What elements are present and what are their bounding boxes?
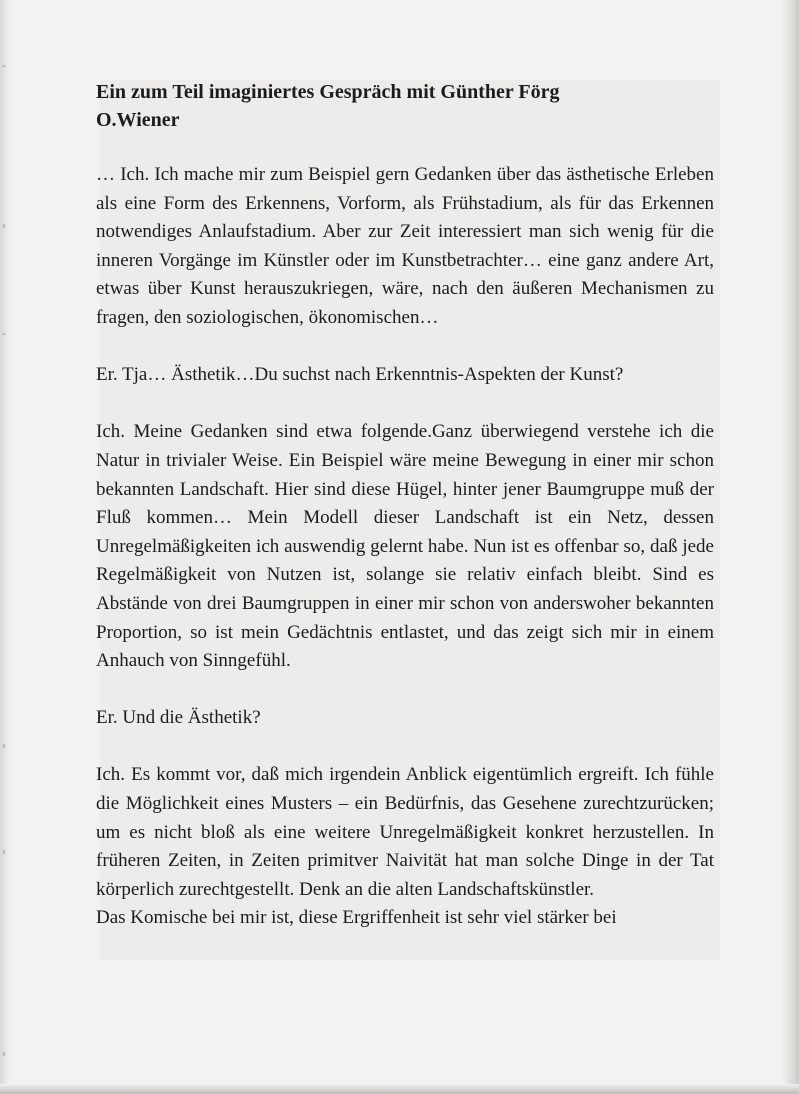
document-author: O.Wiener <box>96 109 180 131</box>
paragraph: Ich. Es kommt vor, daß mich irgendein Anblick eigentümlich ergreift. Ich fühle die Möglichkeit eines Musters – ein Bedürfnis, das Gesehene zurechtzurücken; um es nicht bloß als eine weitere Unregelmäßigkeit konkret herzustellen. In früheren Zeiten, in Zeiten primitver Naivität hat man solche Dinge in der Tat körperlich zurechtgestellt. Denk an die alten Landschaftskünstler. <box>96 764 714 900</box>
paragraph: Das Komische bei mir ist, diese Ergriffenheit ist sehr viel stärker bei <box>96 907 617 929</box>
paragraph: … Ich. Ich mache mir zum Beispiel gern Gedanken über das ästhetische Erleben als eine Form des Erkennens, Vorform, als Frühstadium, als für das Erkennen notwendiges Anlaufstadium. Aber zur Zeit interessiert man sich wenig für die inneren Vorgänge im Künstler oder im Kunstbetrachter… eine ganz andere Art, etwas über Kunst herauszukriegen, wäre, nach den äußeren Mechanismen zu fragen, den soziologischen, ökonomischen… <box>96 164 714 328</box>
binding-mark: › <box>2 741 6 752</box>
binding-mark: › <box>2 221 6 232</box>
paragraph: Er. Und die Ästhetik? <box>96 707 261 729</box>
bottom-page-edge <box>0 1084 799 1094</box>
paragraph: Ich. Meine Gedanken sind etwa folgende.Ganz überwiegend verstehe ich die Natur in trivialer Weise. Ein Beispiel wäre meine Bewegung in einer mir schon bekannten Landschaft. Hier sind diese Hügel, hinter jener Baumgruppe muß der Fluß kommen… Mein Modell dieser Landschaft ist ein Netz, dessen Unregelmäßigkeiten ich auswendig gelernt habe. Nun ist es offenbar so, daß jede Regelmäßigkeit von Nutzen ist, solange sie relativ einfach bleibt. Sind es Abstände von drei Baumgruppen in einer mir schon von anderswoher bekannten Proportion, so ist mein Gedächtnis entlastet, und das zeigt sich mir in einem Anhauch von Sinngefühl. <box>96 421 714 672</box>
paragraph: Er. Tja… Ästhetik…Du suchst nach Erkenntnis-Aspekten der Kunst? <box>96 364 624 386</box>
document-title: Ein zum Teil imaginiertes Gespräch mit Günther Förg <box>96 81 560 103</box>
binding-mark: › <box>2 847 6 858</box>
binding-mark: - <box>2 61 6 72</box>
binding-mark: - <box>2 329 6 340</box>
right-page-edge <box>781 0 799 1094</box>
binding-mark: › <box>2 1049 6 1060</box>
document-body <box>96 78 714 962</box>
left-page-edge <box>0 0 10 1094</box>
